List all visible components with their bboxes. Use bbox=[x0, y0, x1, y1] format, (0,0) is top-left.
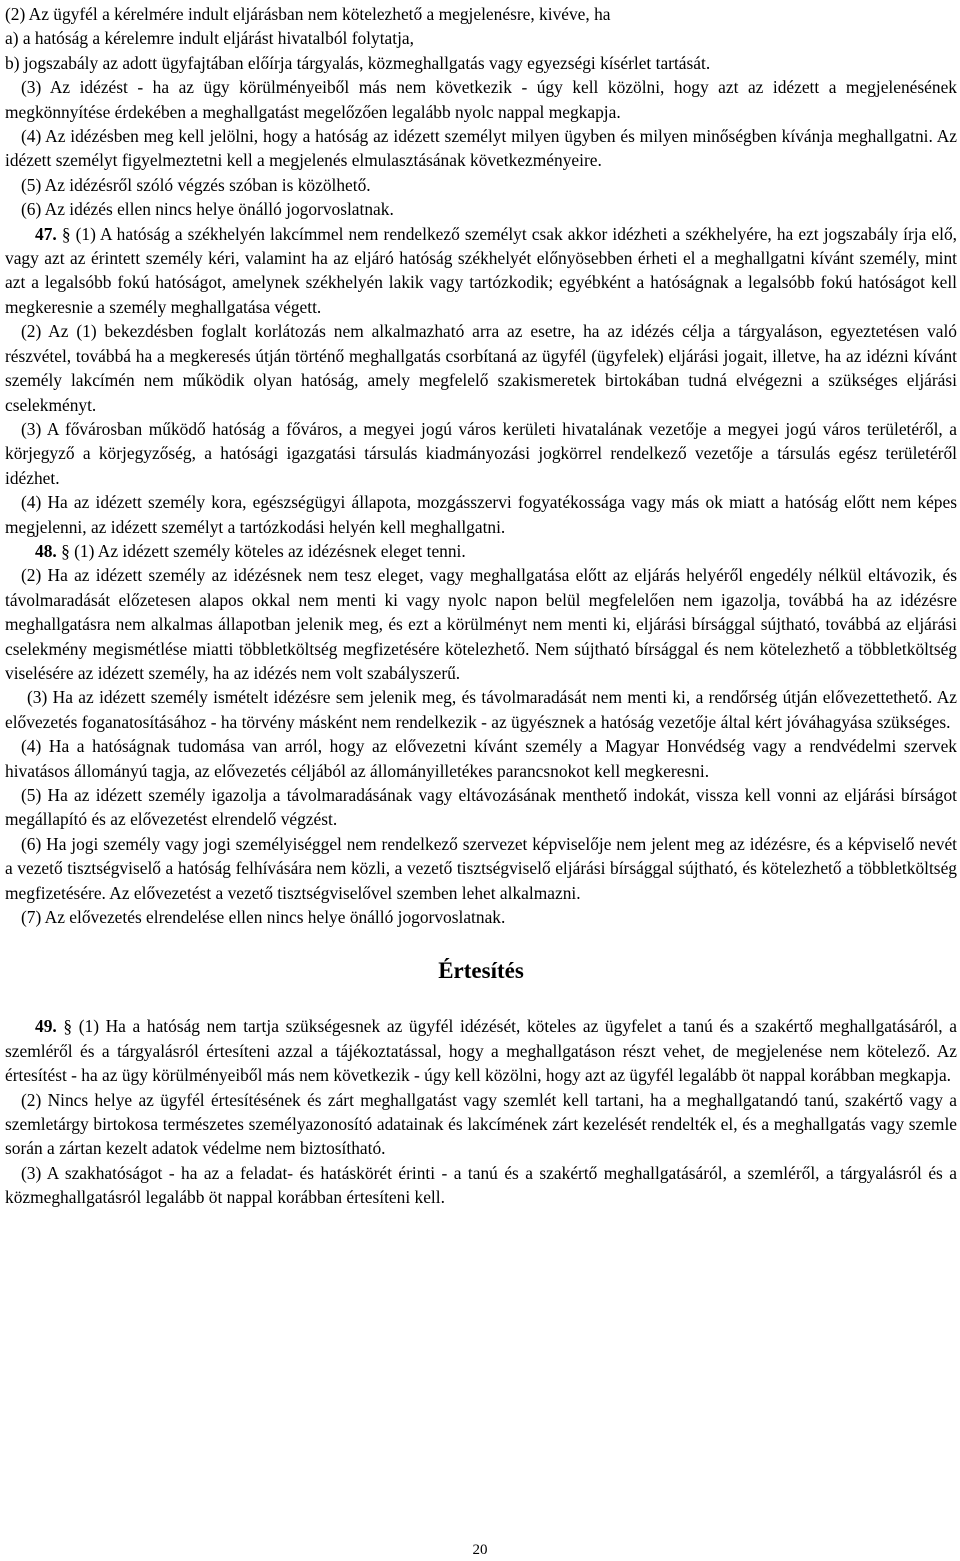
section-48-paragraph-7: (7) Az elővezetés elrendelése ellen nincs helye önálló jogorvoslatnak. bbox=[21, 907, 506, 928]
section-49-paragraph-3: (3) A szakhatóságot - ha az a feladat- és hatáskörét érinti - a tanú és a szakértő meghallgatásáról, a szemléről, a tárgyalásról és a közmeghallgatásról legalább öt nappal korábban értesíteni kell. bbox=[5, 1162, 957, 1208]
section-48-paragraph-5: (5) Ha az idézett személy igazolja a távolmaradásának vagy eltávozásának menthető indokát, vissza kell vonni az eljárási bírságot megállapító és az elővezetést elrendelő végzést. bbox=[5, 785, 957, 830]
paragraph-idezes-3: (3) Az idézést - ha az ügy körülményeiből más nem következik - úgy kell közölni, hogy azt az idézett a megjelenésének megkönnyítése érdekében a meghallgatást megelőzően legalább nyolc nappal megkapja. bbox=[5, 77, 957, 122]
paragraph-ugyfel-megjelenes: (2) Az ügyfél a kérelmére indult eljárásban nem kötelezhető a megjelenésre, kivéve, ha bbox=[5, 4, 611, 24]
section-48-paragraph-6: (6) Ha jogi személy vagy jogi személyiséggel nem rendelkező szervezet képviselője nem jelent meg az idézésre, és a képviselő nevét a vezető tisztségviselő a hatóság felhívására nem közli, a vezető tisztségviselő eljárási bírsággal sújtható, és kötelezhető a többletköltség megfizetésére. Az elővezetést a vezető tisztségviselővel szemben lehet alkalmazni. bbox=[5, 833, 957, 903]
section-number-47: 47. bbox=[35, 223, 57, 244]
section-47-paragraph-1 bbox=[5, 222, 957, 320]
section-48-paragraph-2: (2) Ha az idézett személy az idézésnek nem tesz eleget, vagy meghallgatása előtt az eljárás helyéről engedély nélkül eltávozik, és távolmaradását előzetesen alapos okkal nem menti ki vagy nyolc napon belül megfelelően nem igazolja, továbbá ha az idézésre meghallgatásra nem alkalmas állapotban jelenik meg, és ezt a körülményt nem menti ki, eljárási bírsággal sújtható, továbbá az eljárási cselekmény megismétlése miatti többletköltség megfizetésére kötelezhető. Nem sújtható bírsággal és nem kötelezhető a többletköltség viselésére az idézett személy, ha az idézés nem volt szabályszerű. bbox=[5, 565, 957, 683]
section-47-paragraph-4: (4) Ha az idézett személy kora, egészségügyi állapota, mozgásszervi fogyatékossága vagy más ok miatt a hatóság előtt nem képes megjelenni, az idézett személyt a tartózkodási helyén kell meghallgatni. bbox=[5, 492, 957, 537]
section-49-paragraph-2: (2) Nincs helye az ügyfél értesítésének és zárt meghallgatást vagy szemlét kell tartani, ha a meghallgatandó tanú, szakértő vagy a szemletárgy birtokosa természetes személyazonosító adatainak és lakcímének zárt kezelését rendelték el, és a meghallgatás vagy szemle során a zártan kezelt adatok védelme nem biztosítható. bbox=[5, 1089, 957, 1159]
section-47-text-1: § (1) A hatóság a székhelyén lakcímmel nem rendelkező személyt csak akkor idézheti a székhelyére, ha ezt jogszabály írja elő, vagy azt az érintett személy kéri, valamint ha az eljáró hatóság székhelyét előnyösebben érheti el a meghallgatni kívánt személy, mint azt a legalsóbb fokú hatóságot, amelynek székhelyén lakik vagy tartózkodik; egyébként a hatóságnak a legalsóbb fokú hatóságot kell megkeresnie a személy meghallgatása végett. bbox=[5, 223, 957, 317]
section-47-paragraph-2: (2) Az (1) bekezdésben foglalt korlátozás nem alkalmazható arra az esetre, ha az idézés célja a tárgyaláson, egyeztetésen való részvétel, továbbá ha a megkeresés útján történő meghallgatás csorbítaná az ügyfél (ügyfelek) eljárási jogait, illetve, ha az idézni kívánt személy lakcímén nem működik olyan hatóság, amely megfelelő szakismeretek birtokában tudná elvégezni a szükséges eljárási cselekményt. bbox=[5, 321, 957, 415]
paragraph-idezes-6: (6) Az idézés ellen nincs helye önálló jogorvoslatnak. bbox=[21, 199, 394, 220]
section-49-paragraph-1 bbox=[5, 1014, 957, 1087]
page-number: 20 bbox=[472, 1542, 488, 1558]
section-heading-ertesites: Értesítés bbox=[438, 958, 524, 984]
document-page bbox=[5, 2, 957, 1210]
section-number-48: 48. bbox=[35, 540, 57, 561]
section-47-paragraph-3: (3) A fővárosban működő hatóság a főváros, a megyei jogú város kerületi hivatalának vezetője a megyei jogú város területéről, a körjegyző a körjegyzőség, a hatósági igazgatási társulás kiadmányozási jogkörrel rendelkező vezetője a társulás egész területéről idézhet. bbox=[5, 418, 957, 488]
paragraph-idezes-4: (4) Az idézésben meg kell jelölni, hogy a hatóság az idézett személyt milyen ügyben és milyen minőségben kívánja meghallgatni. Az idézett személyt figyelmeztetni kell a megjelenés elmulasztásának következményeire. bbox=[5, 126, 957, 171]
section-number-49: 49. bbox=[35, 1016, 57, 1037]
section-48-paragraph-4: (4) Ha a hatóságnak tudomása van arról, hogy az elővezetni kívánt személy a Magyar Honvédség vagy a rendvédelmi szervek hivatásos állományú tagja, az elővezetés céljából az állományilletékes parancsnokot kell megkeresni. bbox=[5, 736, 957, 781]
paragraph-idezes-5: (5) Az idézésről szóló végzés szóban is közölhető. bbox=[21, 174, 371, 195]
section-48-paragraph-1 bbox=[5, 539, 957, 563]
section-48-text-1: § (1) Az idézett személy köteles az idézésnek eleget tenni. bbox=[56, 540, 466, 561]
section-48-paragraph-3: (3) Ha az idézett személy ismételt idézésre sem jelenik meg, és távolmaradását nem menti ki, a rendőrség útján elővezettethető. Az elővezetés foganatosításához - ha törvény másként nem rendelkezik - az ügyésznek a hatóság vezetője által kért jóváhagyása szükséges. bbox=[5, 687, 957, 732]
paragraph-point-b: b) jogszabály az adott ügyfajtában előírja tárgyalás, közmeghallgatás vagy egyezségi kísérlet tartását. bbox=[5, 52, 711, 73]
paragraph-point-a: a) a hatóság a kérelemre indult eljárást hivatalból folytatja, bbox=[5, 28, 414, 49]
section-49-text-1: § (1) Ha a hatóság nem tartja szükségesnek az ügyfél idézését, köteles az ügyfelet a tanú és a szakértő meghallgatásáról, a szemléről és a tárgyalásról értesíteni azzal a tájékoztatással, hogy a meghallgatáson részt vehet, de megjelenése nem kötelező. Az értesítést - ha az ügy körülményeiből más nem következik - úgy kell közölni, hogy azt az ügyfél legalább öt nappal korábban megkapja. bbox=[5, 1016, 957, 1086]
